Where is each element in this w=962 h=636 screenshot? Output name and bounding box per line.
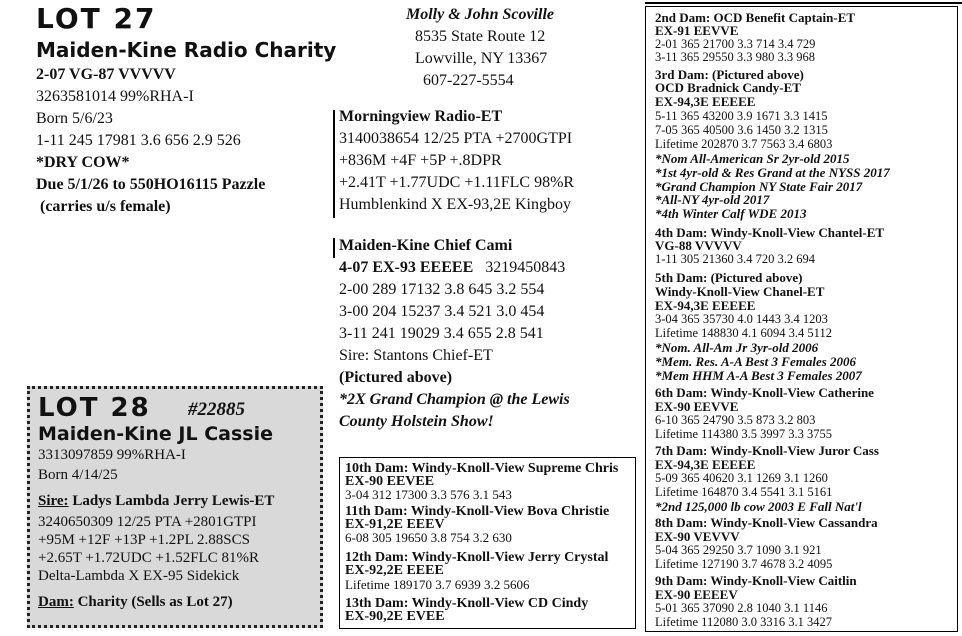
top-rule <box>645 2 962 4</box>
sire-label: Sire: <box>38 493 69 509</box>
sire-27-name: Morningview Radio-ET <box>339 108 503 125</box>
dam-3-class: EX-94,3E EEEEE <box>655 94 756 109</box>
dam-5-honor-3: *Mem HHM A-A Best 3 Females 2007 <box>655 368 862 383</box>
lot-28-sire-pedigree: Delta-Lambda X EX-95 Sidekick <box>38 568 240 584</box>
dam-27-pictured: (Pictured above) <box>339 369 453 386</box>
dam-27-class: 4-07 EX-93 EEEEE <box>339 259 474 276</box>
dam-27-honor-2: County Holstein Show! <box>339 413 494 430</box>
dam-8-record: 5-04 365 29250 3.7 1090 3.1 921 <box>655 543 822 557</box>
sire-27-type: +2.41T +1.77UDC +1.11FLC 98%R <box>339 174 575 191</box>
sire-name: Ladys Lambda Jerry Lewis-ET <box>68 493 275 509</box>
dam-7-record: 5-09 365 40620 3.1 1269 3.1 1260 <box>655 471 828 485</box>
dam-9-record: 5-01 365 37090 2.8 1040 3.1 1146 <box>655 601 828 615</box>
lot-28-sire-production: +95M +12F +13P +1.2PL 2.88SCS <box>38 532 250 548</box>
lot-27-classification: 2-07 VG-87 VVVVV <box>36 66 176 83</box>
dam-8-name: 8th Dam: Windy-Knoll-View Cassandra <box>655 515 878 530</box>
dam-5-record: 3-04 365 35730 4.0 1443 3.4 1203 <box>655 312 828 326</box>
dam-3-heading: 3rd Dam: (Pictured above) <box>655 67 804 82</box>
dam-6-record: 6-10 365 24790 3.5 873 3.2 803 <box>655 413 816 427</box>
dam-5-heading: 5th Dam: (Pictured above) <box>655 270 803 285</box>
dam-3-record-1: 5-11 365 43200 3.9 1671 3.3 1415 <box>655 109 828 123</box>
dam-2-name: 2nd Dam: OCD Benefit Captain-ET <box>655 10 856 25</box>
lot-28-number: #22885 <box>188 399 245 420</box>
lot-27-carries-note: (carries u/s female) <box>36 198 171 215</box>
dam-7-class: EX-94,3E EEEEE <box>655 457 756 472</box>
dam-10-record: 3-04 312 17300 3.3 576 3.1 543 <box>345 487 512 502</box>
extended-pedigree-box <box>339 457 636 629</box>
sire-27-genomics: 3140038654 12/25 PTA +2700GTPI <box>339 130 573 147</box>
dam-3-honor-4: *All-NY 4yr-old 2017 <box>655 192 770 207</box>
dam-divider <box>333 238 335 258</box>
lot-28-born: Born 4/14/25 <box>38 467 118 483</box>
dam-8-lifetime: Lifetime 127190 3.7 4678 3.2 4095 <box>655 557 833 571</box>
dam-3-lifetime: Lifetime 202870 3.7 7563 3.4 6803 <box>655 137 833 151</box>
dam-6-name: 6th Dam: Windy-Knoll-View Catherine <box>655 385 874 400</box>
dam-text: Charity (Sells as Lot 27) <box>73 594 233 610</box>
dam-9-name: 9th Dam: Windy-Knoll-View Caitlin <box>655 573 857 588</box>
dam-5-class: EX-94,3E EEEEE <box>655 298 756 313</box>
dam-5-lifetime: Lifetime 148830 4.1 6094 3.4 5112 <box>655 326 832 340</box>
dam-6-lifetime: Lifetime 114380 3.5 3997 3.3 3755 <box>655 427 832 441</box>
dam-label: Dam: <box>38 594 74 610</box>
dam-13-class: EX-90,2E EVEE <box>345 609 445 624</box>
dam-10-class: EX-90 EEVEE <box>345 474 435 489</box>
dam-12-class: EX-92,2E EEEE <box>345 563 444 578</box>
lot-27-title: LOT 27 <box>36 2 157 35</box>
lot-27-dry-cow: *DRY COW* <box>36 154 130 171</box>
lot-28-cow-name: Maiden-Kine JL Cassie <box>38 423 273 445</box>
dam-5-honor-1: *Nom. All-Am Jr 3yr-old 2006 <box>655 340 819 355</box>
dam-11-name: 11th Dam: Windy-Knoll-View Bova Christie <box>345 504 610 519</box>
dam-12-name: 12th Dam: Windy-Knoll-View Jerry Crystal <box>345 550 609 565</box>
lot-28-registration: 3313097859 99%RHA-I <box>38 447 186 463</box>
lot-27-cow-name: Maiden-Kine Radio Charity <box>36 38 337 62</box>
dam-27-name: Maiden-Kine Chief Cami <box>339 237 513 254</box>
dam-27-record-3: 3-11 241 19029 3.4 655 2.8 541 <box>339 325 544 342</box>
dam-3-honor-2: *1st 4yr-old & Res Grand at the NYSS 2017 <box>655 165 890 180</box>
dam-7-name: 7th Dam: Windy-Knoll-View Juror Cass <box>655 443 879 458</box>
lot-28-sire-line <box>38 493 274 510</box>
dam-27-reg: 3219450843 <box>485 259 566 276</box>
dam-7-lifetime: Lifetime 164870 3.4 5541 3.1 5161 <box>655 485 833 499</box>
dam-27-class-line <box>339 259 565 277</box>
consignor-name: Molly & John Scoville <box>406 6 554 23</box>
dam-2-class: EX-91 EEVVE <box>655 23 739 38</box>
lot-28-dam-line <box>38 594 233 611</box>
dam-3-honor-1: *Nom All-American Sr 2yr-old 2015 <box>655 151 850 166</box>
dam-9-lifetime: Lifetime 112080 3.0 3316 3.1 3427 <box>655 615 832 629</box>
sire-27-pedigree: Humblenkind X EX-93,2E Kingboy <box>339 196 571 213</box>
dam-4-class: VG-88 VVVVV <box>655 238 742 253</box>
dam-11-record: 6-08 305 19650 3.8 754 3.2 630 <box>345 530 512 545</box>
dam-27-sire: Sire: Stantons Chief-ET <box>339 347 493 364</box>
dam-4-record: 1-11 305 21360 3.4 720 3.2 694 <box>655 252 815 266</box>
dam-5-name: Windy-Knoll-View Chanel-ET <box>655 284 825 299</box>
consignor-phone: 607-227-5554 <box>423 72 514 89</box>
dam-3-honor-3: *Grand Champion NY State Fair 2017 <box>655 179 863 194</box>
dam-2-record-1: 2-01 365 21700 3.3 714 3.4 729 <box>655 37 816 51</box>
dam-3-honor-5: *4th Winter Calf WDE 2013 <box>655 206 807 221</box>
dam-12-record: Lifetime 189170 3.7 6939 3.2 5606 <box>345 577 530 592</box>
lot-28-sire-type: +2.65T +1.72UDC +1.52FLC 81%R <box>38 550 259 566</box>
consignor-address-2: Lowville, NY 13367 <box>415 50 548 67</box>
consignor-address-1: 8535 State Route 12 <box>415 28 546 45</box>
dam-3-name: OCD Bradnick Candy-ET <box>655 80 801 95</box>
dam-6-class: EX-90 EEVVE <box>655 399 739 414</box>
dam-27-record-1: 2-00 289 17132 3.8 645 3.2 554 <box>339 281 545 298</box>
maternal-line-box <box>645 6 958 632</box>
lot-28-box <box>27 386 323 628</box>
lot-28-title: LOT 28 <box>38 393 151 423</box>
sire-divider <box>333 110 335 218</box>
dam-4-name: 4th Dam: Windy-Knoll-View Chantel-ET <box>655 225 885 240</box>
dam-27-honor-1: *2X Grand Champion @ the Lewis <box>339 391 570 408</box>
dam-9-class: EX-90 EEEEV <box>655 587 738 602</box>
dam-13-name: 13th Dam: Windy-Knoll-View CD Cindy <box>345 596 589 611</box>
dam-10-name: 10th Dam: Windy-Knoll-View Supreme Chris <box>345 461 619 476</box>
lot-27-record: 1-11 245 17981 3.6 656 2.9 526 <box>36 132 241 149</box>
dam-27-record-2: 3-00 204 15237 3.4 521 3.0 454 <box>339 303 545 320</box>
dam-11-class: EX-91,2E EEEV <box>345 517 445 532</box>
lot-27-registration: 3263581014 99%RHA-I <box>36 88 194 105</box>
lot-28-sire-genomics: 3240650309 12/25 PTA +2801GTPI <box>38 514 257 530</box>
dam-5-honor-2: *Mem. Res. A-A Best 3 Females 2006 <box>655 354 857 369</box>
sire-27-production: +836M +4F +5P +.8DPR <box>339 152 502 169</box>
dam-8-class: EX-90 VEVVV <box>655 529 740 544</box>
dam-7-honor: *2nd 125,000 lb cow 2003 E Fall Nat'l <box>655 499 862 514</box>
lot-27-born: Born 5/6/23 <box>36 110 113 127</box>
lot-27-due-date: Due 5/1/26 to 550HO16115 Pazzle <box>36 176 266 193</box>
dam-2-record-2: 3-11 365 29550 3.3 980 3.3 968 <box>655 50 815 64</box>
dam-3-record-2: 7-05 365 40500 3.6 1450 3.2 1315 <box>655 123 828 137</box>
